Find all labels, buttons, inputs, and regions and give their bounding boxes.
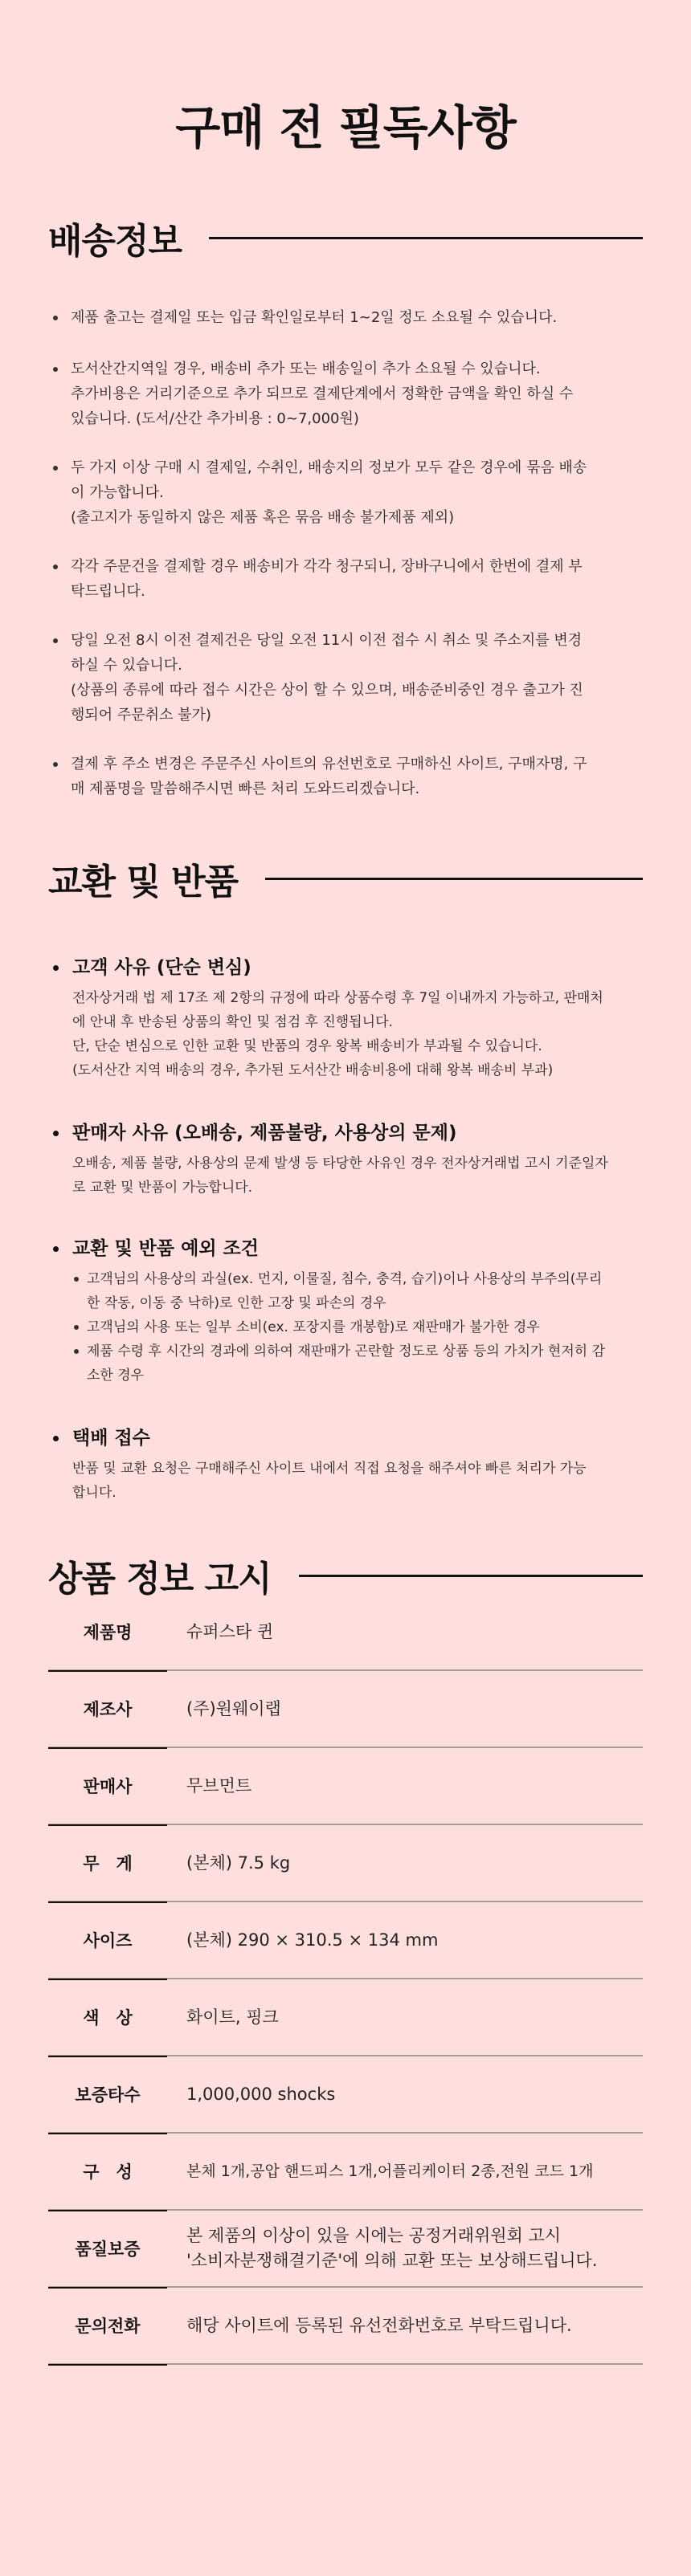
courier-title: 택배 접수 xyxy=(48,1425,643,1452)
row-value: (본체) 7.5 kg xyxy=(186,1853,291,1873)
table-row xyxy=(48,2056,643,2134)
list-item: 당일 오전 8시 이전 결제건은 당일 오전 11시 이전 접수 시 취소 및 주소지를 변경 하실 수 있습니다. (상품의 종류에 따라 접수 시간은 상이 할 수 있으며, 배송준비중인 경우 출고가 진 행되어 주문취소 불가) xyxy=(48,628,643,728)
row-label: 사이즈 xyxy=(48,1901,167,1979)
list-item: 각각 주문건을 결제할 경우 배송비가 각각 청구되니, 장바구니에서 한번에 결제 부 탁드립니다. xyxy=(48,554,643,604)
table-row xyxy=(48,2288,643,2365)
row-value: 본 제품의 이상이 있을 시에는 공정거래위원회 고시 '소비자분쟁해결기준'에 의해 교환 또는 보상해드립니다. xyxy=(186,2226,598,2270)
courier-body: 반품 및 교환 요청은 구매해주신 사이트 내에서 직접 요청을 해주셔야 빠른 처리가 가능 합니다. xyxy=(72,1461,587,1501)
section-divider xyxy=(209,237,643,239)
table-row xyxy=(48,1825,643,1902)
table-row xyxy=(48,1594,643,1671)
row-label: 색 상 xyxy=(48,1979,167,2056)
shipping-list xyxy=(48,305,643,801)
row-value: (본체) 290 × 310.5 × 134 mm xyxy=(186,1930,439,1950)
row-label: 문의전화 xyxy=(48,2287,167,2364)
customer-reason-block xyxy=(48,954,643,1082)
row-label: 제품명 xyxy=(48,1593,167,1670)
row-label: 품질보증 xyxy=(48,2210,167,2287)
customer-reason-body: 전자상거래 법 제 17조 제 2항의 규정에 따라 상품수령 후 7일 이내까지 가능하고, 판매처 에 안내 후 반송된 상품의 확인 및 점검 후 진행됩니다. 단, 단순 변심으로 인한 교환 및 반품의 경우 왕복 배송비가 부과될 수 있습니다. (도서산간 지역 배송의 경우, 추가된 도서산간 배송비용에 대해 왕복 배송비 부과) xyxy=(72,990,603,1078)
row-label: 판매사 xyxy=(48,1747,167,1824)
list-item: 결제 후 주소 변경은 주문주신 사이트의 유선번호로 구매하신 사이트, 구매자명, 구 매 제품명을 말씀해주시면 빠른 처리 도와드리겠습니다. xyxy=(48,752,643,801)
row-label: 무 게 xyxy=(48,1824,167,1901)
row-value: 해당 사이트에 등록된 유선전화번호로 부탁드립니다. xyxy=(186,2315,572,2335)
page-title: 구매 전 필독사항 xyxy=(175,100,516,155)
row-value: 무브먼트 xyxy=(186,1775,252,1795)
section-divider xyxy=(299,1575,643,1577)
row-value: 슈퍼스타 퀸 xyxy=(186,1621,274,1641)
table-row xyxy=(48,1979,643,2056)
section-divider xyxy=(265,878,643,880)
list-item: 두 가지 이상 구매 시 결제일, 수취인, 배송지의 정보가 모두 같은 경우에 묶음 배송 이 가능합니다. (출고지가 동일하지 않은 제품 혹은 묶음 배송 불가제품 제외) xyxy=(48,455,643,530)
table-row xyxy=(48,1671,643,1748)
table-row xyxy=(48,2211,643,2288)
exceptions-list xyxy=(48,1267,643,1388)
list-item: 고객님의 사용 또는 일부 소비(ex. 포장지를 개봉함)로 재판매가 불가한 경우 xyxy=(87,1315,643,1339)
returns-section-header xyxy=(48,854,643,903)
row-label: 보증타수 xyxy=(48,2056,167,2133)
product-info-heading: 상품 정보 고시 xyxy=(48,1559,272,1600)
list-item: 고객님의 사용상의 과실(ex. 먼지, 이물질, 침수, 충격, 습기)이나 사용상의 부주의(무리 한 작동, 이동 중 낙하)로 인한 고장 및 파손의 경우 xyxy=(87,1267,643,1315)
shipping-section-header xyxy=(48,214,643,262)
row-label: 제조사 xyxy=(48,1670,167,1747)
seller-reason-title: 판매자 사유 (오배송, 제품불량, 사용상의 문제) xyxy=(48,1119,643,1147)
exceptions-title: 교환 및 반품 예외 조건 xyxy=(48,1235,643,1262)
table-row xyxy=(48,1902,643,1979)
list-item: 도서산간지역일 경우, 배송비 추가 또는 배송일이 추가 소요될 수 있습니다. 추가비용은 거리기준으로 추가 되므로 결제단계에서 정확한 금액을 확인 하실 수 있습니다. (도서/산간 추가비용 : 0~7,000원) xyxy=(48,357,643,431)
product-info-section-header xyxy=(48,1551,643,1600)
exceptions-block xyxy=(48,1235,643,1388)
row-value: (주)원웨이랩 xyxy=(186,1698,281,1718)
row-value: 본체 1개,공압 핸드피스 1개,어플리케이터 2종,전원 코드 1개 xyxy=(186,2162,594,2180)
product-info-table xyxy=(48,1594,643,2365)
table-row xyxy=(48,2134,643,2211)
customer-reason-title: 고객 사유 (단순 변심) xyxy=(48,954,643,981)
list-item: 제품 수령 후 시간의 경과에 의하여 재판매가 곤란할 정도로 상품 등의 가치가 현저히 감 소한 경우 xyxy=(87,1339,643,1388)
row-label: 구 성 xyxy=(48,2133,167,2210)
row-value: 화이트, 핑크 xyxy=(186,2007,279,2027)
returns-heading: 교환 및 반품 xyxy=(48,862,239,903)
courier-block xyxy=(48,1425,643,1505)
table-row xyxy=(48,1748,643,1825)
shipping-heading: 배송정보 xyxy=(48,221,182,262)
seller-reason-body: 오배송, 제품 불량, 사용상의 문제 발생 등 타당한 사유인 경우 전자상거래법 고시 기준일자 로 교환 및 반품이 가능합니다. xyxy=(72,1156,608,1196)
list-item: 제품 출고는 결제일 또는 입금 확인일로부터 1~2일 정도 소요될 수 있습니다. xyxy=(48,305,643,330)
row-value: 1,000,000 shocks xyxy=(186,2084,336,2104)
seller-reason-block xyxy=(48,1119,643,1200)
